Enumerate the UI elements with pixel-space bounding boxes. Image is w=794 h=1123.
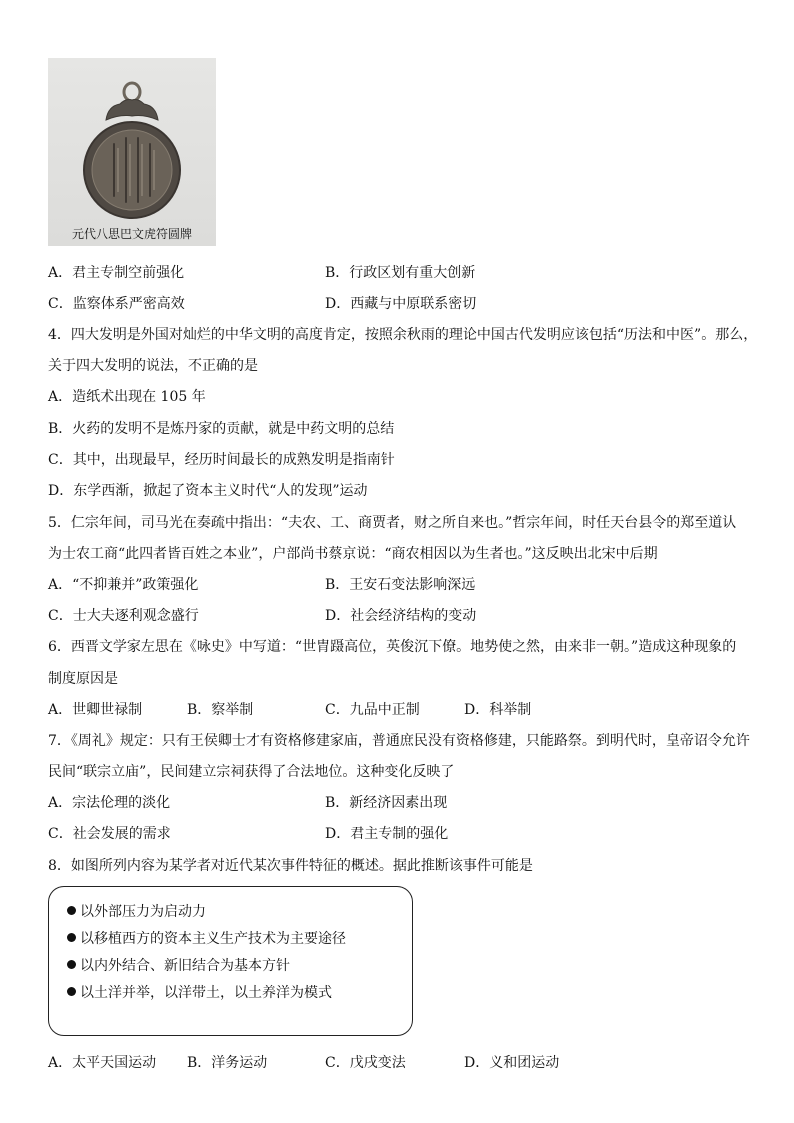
q4-stem-line-1: 4．四大发明是外国对灿烂的中华文明的高度肯定，按照余秋雨的理论中国古代发明应该包括“历法和中医”。那么， <box>48 327 758 343</box>
q7-stem-line-2: 民间“联宗立庙”，民间建立宗祠获得了合法地位。这种变化反映了 <box>48 764 455 780</box>
q7-option-c[interactable]: C．社会发展的需求 <box>48 826 171 842</box>
q5-stem-line-1: 5．仁宗年间，司马光在奏疏中指出：“夫农、工、商贾者，财之所自来也。”哲宗年间，时任天台县令的郑至道认 <box>48 515 737 531</box>
q5-option-d[interactable]: D．社会经济结构的变动 <box>325 608 477 624</box>
q8-feature-box <box>48 886 413 1036</box>
q5-option-a[interactable]: A．“不抑兼并”政策强化 <box>48 577 199 593</box>
q8-stem-line-1: 8．如图所列内容为某学者对近代某次事件特征的概述。据此推断该事件可能是 <box>48 858 533 874</box>
q7-option-a[interactable]: A．宗法伦理的淡化 <box>48 795 171 811</box>
q7-option-b[interactable]: B．新经济因素出现 <box>325 795 448 811</box>
q8-box-item <box>67 930 346 948</box>
bullet-dot-icon <box>67 906 76 915</box>
q8-box-item-text: 以内外结合、新旧结合为基本方针 <box>80 958 290 974</box>
q5-stem-line-2: 为士农工商“此四者皆百姓之本业”，户部尚书蔡京说：“商农相因以为生者也。”这反映出北宋中后期 <box>48 546 658 562</box>
bullet-dot-icon <box>67 987 76 996</box>
q6-stem-line-2: 制度原因是 <box>48 671 118 687</box>
q3-option-b[interactable]: B．行政区划有重大创新 <box>325 265 476 281</box>
q8-box-item <box>67 957 290 975</box>
q8-box-item-text: 以移植西方的资本主义生产技术为主要途径 <box>80 931 346 947</box>
tiger-tally-medal-image <box>48 58 216 228</box>
q8-option-d[interactable]: D．义和团运动 <box>464 1055 560 1071</box>
q8-option-a[interactable]: A．太平天国运动 <box>48 1055 157 1071</box>
q4-stem-line-2: 关于四大发明的说法，不正确的是 <box>48 358 258 374</box>
q8-option-b[interactable]: B．洋务运动 <box>187 1055 268 1071</box>
q8-box-item <box>67 903 206 921</box>
q3-option-c[interactable]: C．监察体系严密高效 <box>48 296 185 312</box>
q6-option-c[interactable]: C．九品中正制 <box>325 702 420 718</box>
q4-option-d[interactable]: D．东学西渐，掀起了资本主义时代“人的发现”运动 <box>48 483 368 499</box>
q4-option-c[interactable]: C．其中，出现最早，经历时间最长的成熟发明是指南针 <box>48 452 395 468</box>
tiger-tally-figure <box>48 58 216 246</box>
q5-option-c[interactable]: C．士大夫逐利观念盛行 <box>48 608 199 624</box>
figure-caption: 元代八思巴文虎符圆牌 <box>71 227 192 241</box>
q6-option-d[interactable]: D．科举制 <box>464 702 532 718</box>
q5-option-b[interactable]: B．王安石变法影响深远 <box>325 577 476 593</box>
q8-box-item-text: 以土洋并举，以洋带土，以土养洋为模式 <box>80 985 332 1001</box>
q3-option-a[interactable]: A．君主专制空前强化 <box>48 265 185 281</box>
q8-box-item <box>67 984 332 1002</box>
q7-stem-line-1: 7．《周礼》规定：只有王侯卿士才有资格修建家庙，普通庶民没有资格修建，只能路祭。到明代时，皇帝诏令允许 <box>48 733 750 749</box>
q6-option-b[interactable]: B．察举制 <box>187 702 254 718</box>
bullet-dot-icon <box>67 933 76 942</box>
q7-option-d[interactable]: D．君主专制的强化 <box>325 826 449 842</box>
bullet-dot-icon <box>67 960 76 969</box>
q8-option-c[interactable]: C．戊戌变法 <box>325 1055 406 1071</box>
q3-option-d[interactable]: D．西藏与中原联系密切 <box>325 296 477 312</box>
q6-stem-line-1: 6．西晋文学家左思在《咏史》中写道：“世胄蹑高位，英俊沉下僚。地势使之然，由来非一朝。”造成这种现象的 <box>48 639 737 655</box>
q4-option-b[interactable]: B．火药的发明不是炼丹家的贡献，就是中药文明的总结 <box>48 421 395 437</box>
q4-option-a[interactable]: A．造纸术出现在 105 年 <box>48 389 206 405</box>
q6-option-a[interactable]: A．世卿世禄制 <box>48 702 143 718</box>
q8-box-item-text: 以外部压力为启动力 <box>80 904 206 920</box>
